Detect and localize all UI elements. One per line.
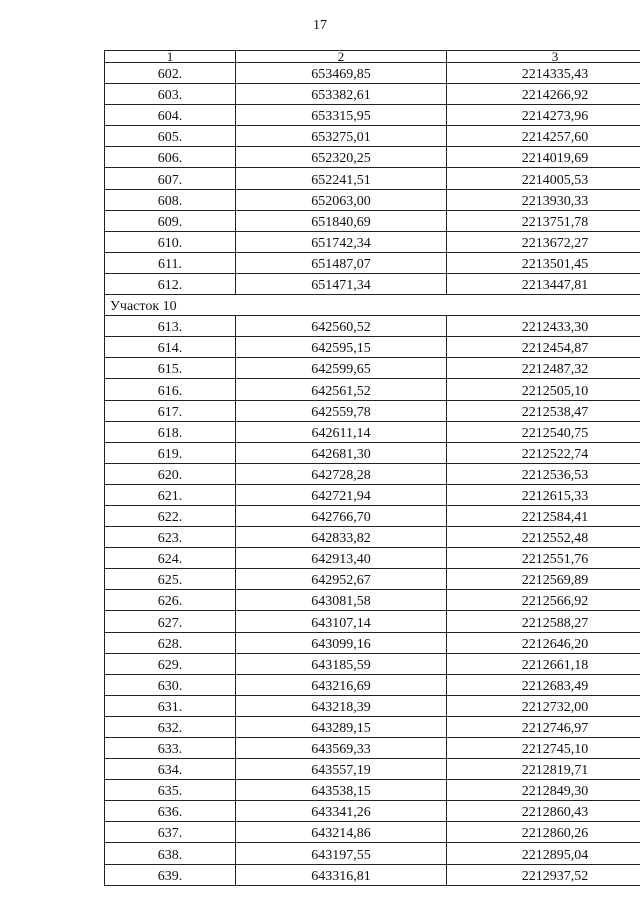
table-row bbox=[105, 84, 640, 105]
coordinates-table bbox=[104, 50, 640, 886]
table-row bbox=[105, 632, 640, 653]
x-coordinate-cell: 642913,40 bbox=[236, 548, 447, 569]
coordinates-table-container bbox=[104, 50, 640, 886]
y-coordinate-cell: 2212584,41 bbox=[447, 505, 640, 526]
y-coordinate-cell: 2214335,43 bbox=[447, 63, 640, 84]
section-label: Участок 10 bbox=[105, 295, 640, 316]
table-row bbox=[105, 780, 640, 801]
y-coordinate-cell: 2212937,52 bbox=[447, 864, 640, 885]
y-coordinate-cell: 2212522,74 bbox=[447, 442, 640, 463]
point-number-cell: 618. bbox=[105, 421, 236, 442]
x-coordinate-cell: 642952,67 bbox=[236, 569, 447, 590]
x-coordinate-cell: 642766,70 bbox=[236, 505, 447, 526]
table-row bbox=[105, 231, 640, 252]
table-row bbox=[105, 168, 640, 189]
x-coordinate-cell: 642728,28 bbox=[236, 463, 447, 484]
x-coordinate-cell: 651840,69 bbox=[236, 210, 447, 231]
x-coordinate-cell: 652241,51 bbox=[236, 168, 447, 189]
y-coordinate-cell: 2212746,97 bbox=[447, 716, 640, 737]
point-number-cell: 603. bbox=[105, 84, 236, 105]
y-coordinate-cell: 2212588,27 bbox=[447, 611, 640, 632]
table-row bbox=[105, 105, 640, 126]
y-coordinate-cell: 2212860,26 bbox=[447, 822, 640, 843]
point-number-cell: 628. bbox=[105, 632, 236, 653]
table-row bbox=[105, 273, 640, 294]
table-row bbox=[105, 316, 640, 337]
y-coordinate-cell: 2212538,47 bbox=[447, 400, 640, 421]
x-coordinate-cell: 643538,15 bbox=[236, 780, 447, 801]
coordinates-table-body bbox=[105, 51, 640, 886]
table-row bbox=[105, 63, 640, 84]
x-coordinate-cell: 653275,01 bbox=[236, 126, 447, 147]
table-row bbox=[105, 611, 640, 632]
point-number-cell: 636. bbox=[105, 801, 236, 822]
y-coordinate-cell: 2212860,43 bbox=[447, 801, 640, 822]
table-row bbox=[105, 569, 640, 590]
y-coordinate-cell: 2212615,33 bbox=[447, 484, 640, 505]
section-row bbox=[105, 295, 640, 316]
table-row bbox=[105, 358, 640, 379]
y-coordinate-cell: 2212849,30 bbox=[447, 780, 640, 801]
table-row bbox=[105, 527, 640, 548]
table-row bbox=[105, 379, 640, 400]
x-coordinate-cell: 643216,69 bbox=[236, 674, 447, 695]
y-coordinate-cell: 2212569,89 bbox=[447, 569, 640, 590]
x-coordinate-cell: 652063,00 bbox=[236, 189, 447, 210]
point-number-cell: 612. bbox=[105, 273, 236, 294]
y-coordinate-cell: 2212646,20 bbox=[447, 632, 640, 653]
y-coordinate-cell: 2213672,27 bbox=[447, 231, 640, 252]
point-number-cell: 617. bbox=[105, 400, 236, 421]
table-row bbox=[105, 484, 640, 505]
point-number-cell: 604. bbox=[105, 105, 236, 126]
table-row bbox=[105, 126, 640, 147]
table-row bbox=[105, 864, 640, 885]
x-coordinate-cell: 642560,52 bbox=[236, 316, 447, 337]
y-coordinate-cell: 2212566,92 bbox=[447, 590, 640, 611]
y-coordinate-cell: 2213447,81 bbox=[447, 273, 640, 294]
y-coordinate-cell: 2212745,10 bbox=[447, 738, 640, 759]
y-coordinate-cell: 2212505,10 bbox=[447, 379, 640, 400]
point-number-cell: 635. bbox=[105, 780, 236, 801]
table-row bbox=[105, 252, 640, 273]
point-number-cell: 610. bbox=[105, 231, 236, 252]
y-coordinate-cell: 2212433,30 bbox=[447, 316, 640, 337]
y-coordinate-cell: 2212536,53 bbox=[447, 463, 640, 484]
x-coordinate-cell: 643316,81 bbox=[236, 864, 447, 885]
table-row bbox=[105, 590, 640, 611]
x-coordinate-cell: 643289,15 bbox=[236, 716, 447, 737]
x-coordinate-cell: 651487,07 bbox=[236, 252, 447, 273]
table-row bbox=[105, 421, 640, 442]
point-number-cell: 630. bbox=[105, 674, 236, 695]
x-coordinate-cell: 653469,85 bbox=[236, 63, 447, 84]
y-coordinate-cell: 2213501,45 bbox=[447, 252, 640, 273]
table-row bbox=[105, 674, 640, 695]
point-number-cell: 637. bbox=[105, 822, 236, 843]
point-number-cell: 627. bbox=[105, 611, 236, 632]
point-number-cell: 614. bbox=[105, 337, 236, 358]
point-number-cell: 611. bbox=[105, 252, 236, 273]
y-coordinate-cell: 2213751,78 bbox=[447, 210, 640, 231]
x-coordinate-cell: 643214,86 bbox=[236, 822, 447, 843]
table-row bbox=[105, 505, 640, 526]
x-coordinate-cell: 642721,94 bbox=[236, 484, 447, 505]
point-number-cell: 605. bbox=[105, 126, 236, 147]
table-row bbox=[105, 400, 640, 421]
table-row bbox=[105, 463, 640, 484]
y-coordinate-cell: 2214005,53 bbox=[447, 168, 640, 189]
y-coordinate-cell: 2214273,96 bbox=[447, 105, 640, 126]
y-coordinate-cell: 2212732,00 bbox=[447, 695, 640, 716]
table-row bbox=[105, 337, 640, 358]
column-header-x: 2 bbox=[236, 51, 447, 63]
point-number-cell: 629. bbox=[105, 653, 236, 674]
table-row bbox=[105, 548, 640, 569]
table-row bbox=[105, 653, 640, 674]
point-number-cell: 639. bbox=[105, 864, 236, 885]
point-number-cell: 613. bbox=[105, 316, 236, 337]
x-coordinate-cell: 642595,15 bbox=[236, 337, 447, 358]
point-number-cell: 634. bbox=[105, 759, 236, 780]
point-number-cell: 638. bbox=[105, 843, 236, 864]
x-coordinate-cell: 653382,61 bbox=[236, 84, 447, 105]
y-coordinate-cell: 2212819,71 bbox=[447, 759, 640, 780]
point-number-cell: 607. bbox=[105, 168, 236, 189]
table-row bbox=[105, 442, 640, 463]
point-number-cell: 632. bbox=[105, 716, 236, 737]
column-header-number: 1 bbox=[105, 51, 236, 63]
point-number-cell: 623. bbox=[105, 527, 236, 548]
point-number-cell: 615. bbox=[105, 358, 236, 379]
y-coordinate-cell: 2212540,75 bbox=[447, 421, 640, 442]
x-coordinate-cell: 642611,14 bbox=[236, 421, 447, 442]
y-coordinate-cell: 2213930,33 bbox=[447, 189, 640, 210]
x-coordinate-cell: 643081,58 bbox=[236, 590, 447, 611]
column-header-y: 3 bbox=[447, 51, 640, 63]
x-coordinate-cell: 643218,39 bbox=[236, 695, 447, 716]
y-coordinate-cell: 2212551,76 bbox=[447, 548, 640, 569]
table-row bbox=[105, 822, 640, 843]
point-number-cell: 619. bbox=[105, 442, 236, 463]
x-coordinate-cell: 643557,19 bbox=[236, 759, 447, 780]
point-number-cell: 622. bbox=[105, 505, 236, 526]
y-coordinate-cell: 2214266,92 bbox=[447, 84, 640, 105]
x-coordinate-cell: 643197,55 bbox=[236, 843, 447, 864]
x-coordinate-cell: 652320,25 bbox=[236, 147, 447, 168]
x-coordinate-cell: 651742,34 bbox=[236, 231, 447, 252]
page-number: 17 bbox=[313, 18, 327, 33]
y-coordinate-cell: 2212661,18 bbox=[447, 653, 640, 674]
table-row bbox=[105, 210, 640, 231]
x-coordinate-cell: 643107,14 bbox=[236, 611, 447, 632]
x-coordinate-cell: 651471,34 bbox=[236, 273, 447, 294]
x-coordinate-cell: 643341,26 bbox=[236, 801, 447, 822]
x-coordinate-cell: 653315,95 bbox=[236, 105, 447, 126]
x-coordinate-cell: 642833,82 bbox=[236, 527, 447, 548]
point-number-cell: 633. bbox=[105, 738, 236, 759]
point-number-cell: 620. bbox=[105, 463, 236, 484]
y-coordinate-cell: 2212487,32 bbox=[447, 358, 640, 379]
table-row bbox=[105, 147, 640, 168]
point-number-cell: 616. bbox=[105, 379, 236, 400]
point-number-cell: 626. bbox=[105, 590, 236, 611]
y-coordinate-cell: 2212454,87 bbox=[447, 337, 640, 358]
x-coordinate-cell: 642681,30 bbox=[236, 442, 447, 463]
y-coordinate-cell: 2212895,04 bbox=[447, 843, 640, 864]
x-coordinate-cell: 643099,16 bbox=[236, 632, 447, 653]
table-row bbox=[105, 801, 640, 822]
point-number-cell: 624. bbox=[105, 548, 236, 569]
table-row bbox=[105, 716, 640, 737]
table-row bbox=[105, 189, 640, 210]
point-number-cell: 608. bbox=[105, 189, 236, 210]
y-coordinate-cell: 2214257,60 bbox=[447, 126, 640, 147]
point-number-cell: 602. bbox=[105, 63, 236, 84]
table-row bbox=[105, 695, 640, 716]
x-coordinate-cell: 643185,59 bbox=[236, 653, 447, 674]
table-row bbox=[105, 738, 640, 759]
y-coordinate-cell: 2212552,48 bbox=[447, 527, 640, 548]
y-coordinate-cell: 2212683,49 bbox=[447, 674, 640, 695]
x-coordinate-cell: 642599,65 bbox=[236, 358, 447, 379]
table-row bbox=[105, 759, 640, 780]
point-number-cell: 625. bbox=[105, 569, 236, 590]
x-coordinate-cell: 643569,33 bbox=[236, 738, 447, 759]
table-header-row bbox=[105, 51, 640, 63]
point-number-cell: 609. bbox=[105, 210, 236, 231]
table-row bbox=[105, 843, 640, 864]
x-coordinate-cell: 642559,78 bbox=[236, 400, 447, 421]
x-coordinate-cell: 642561,52 bbox=[236, 379, 447, 400]
point-number-cell: 606. bbox=[105, 147, 236, 168]
point-number-cell: 631. bbox=[105, 695, 236, 716]
y-coordinate-cell: 2214019,69 bbox=[447, 147, 640, 168]
point-number-cell: 621. bbox=[105, 484, 236, 505]
